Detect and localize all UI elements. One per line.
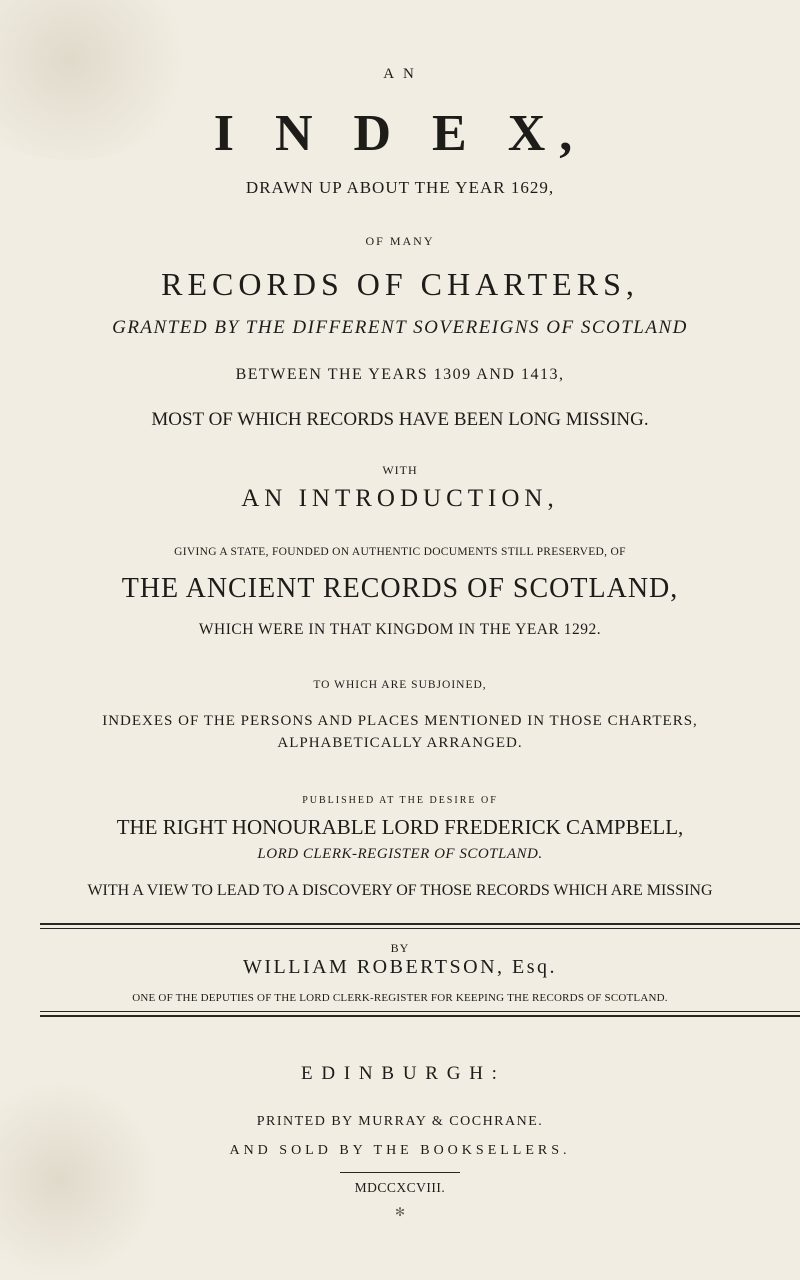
city-line: E D I N B U R G H : (301, 1063, 499, 1084)
upper-double-rule-thin (40, 928, 800, 929)
asterisk-ornament-icon: ✻ (394, 1205, 406, 1219)
indexes-of-line: INDEXES OF THE PERSONS AND PLACES MENTIONED IN THOSE CHARTERS, (102, 713, 698, 729)
between-years-line: BETWEEN THE YEARS 1309 AND 1413, (235, 366, 565, 383)
records-of-charters-heading: RECORDS OF CHARTERS, (161, 266, 639, 302)
author-line: WILLIAM ROBERTSON, Esq. (242, 956, 558, 978)
heading-index: I N D E X, (213, 105, 587, 162)
by-line: BY (390, 941, 410, 955)
of-many-line: OF MANY (365, 234, 435, 248)
sold-by-line: AND SOLD BY THE BOOKSELLERS. (229, 1143, 571, 1158)
lord-title-line: LORD CLERK-REGISTER OF SCOTLAND. (257, 846, 543, 862)
with-line: WITH (382, 463, 418, 477)
printed-by-line: PRINTED BY MURRAY & COCHRANE. (256, 1114, 544, 1129)
granted-by-line: GRANTED BY THE DIFFERENT SOVEREIGNS OF SCOTLAND (112, 317, 688, 338)
introduction-heading: AN INTRODUCTION, (241, 485, 559, 512)
lower-double-rule-thin (40, 1011, 800, 1012)
drawn-up-line: DRAWN UP ABOUT THE YEAR 1629, (245, 178, 555, 197)
upper-double-rule (40, 923, 800, 925)
published-at-line: PUBLISHED AT THE DESIRE OF (302, 795, 498, 806)
to-which-line: TO WHICH ARE SUBJOINED, (313, 679, 487, 691)
heading-an: A N (383, 66, 417, 82)
lower-double-rule (40, 1015, 800, 1017)
author-role-line: ONE OF THE DEPUTIES OF THE LORD CLERK-REGISTER FOR KEEPING THE RECORDS OF SCOTLAND. (132, 992, 668, 1004)
alphabetically-line: ALPHABETICALLY ARRANGED. (277, 735, 523, 751)
with-a-view-line: WITH A VIEW TO LEAD TO A DISCOVERY OF THOSE RECORDS WHICH ARE MISSING (87, 882, 713, 899)
year-rule (340, 1172, 460, 1173)
lord-name-line: THE RIGHT HONOURABLE LORD FREDERICK CAMPBELL, (116, 815, 684, 839)
year-line: MDCCXCVIII. (354, 1180, 446, 1195)
giving-a-state-line: GIVING A STATE, FOUNDED ON AUTHENTIC DOCUMENTS STILL PRESERVED, OF (174, 546, 626, 558)
most-of-which-line: MOST OF WHICH RECORDS HAVE BEEN LONG MISSING. (151, 409, 649, 430)
which-were-line: WHICH WERE IN THAT KINGDOM IN THE YEAR 1292. (198, 621, 602, 638)
ancient-records-heading: THE ANCIENT RECORDS OF SCOTLAND, (121, 573, 679, 604)
